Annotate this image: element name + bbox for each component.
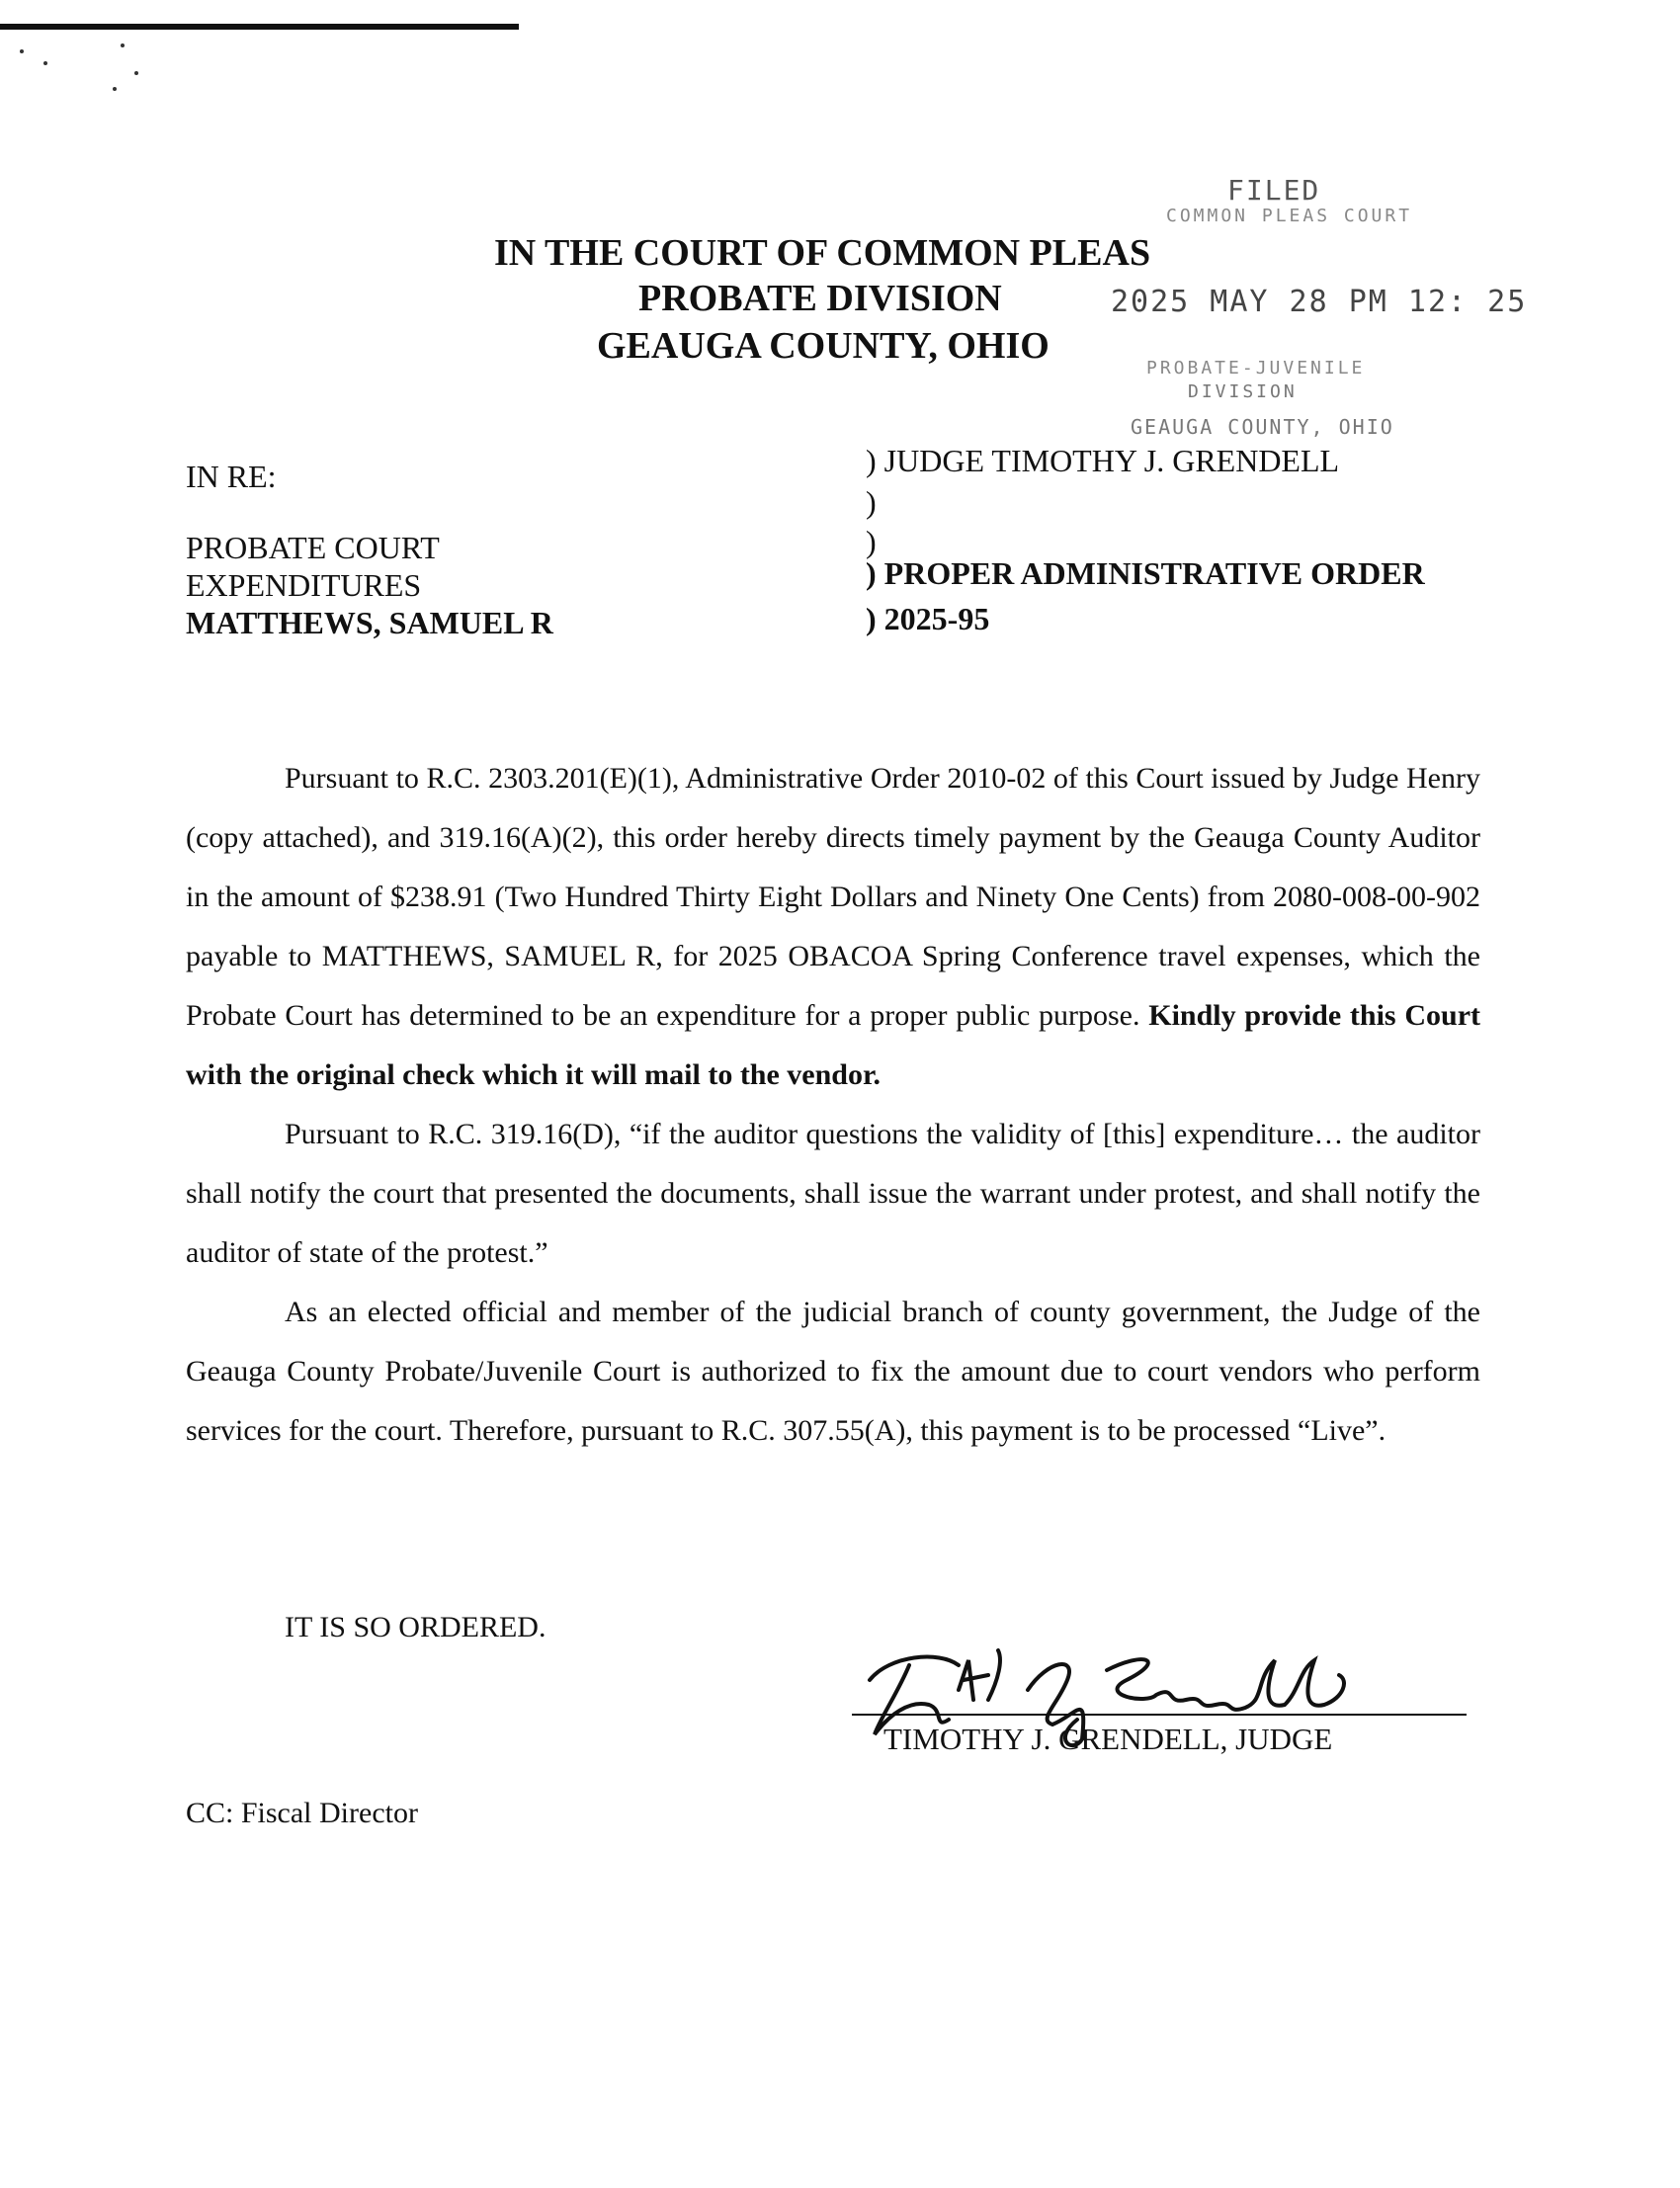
paragraph-2: Pursuant to R.C. 319.16(D), “if the auditor questions the validity of [this] expenditure… the auditor shall notify the court that presented the documents, shall issue the warrant under protest, and shall notify the auditor of state of the protest.” bbox=[186, 1118, 1480, 1269]
stamp-datetime: 2025 MAY 28 PM 12: 25 bbox=[1111, 285, 1528, 319]
scan-speck bbox=[20, 49, 24, 53]
cc-line: CC: Fiscal Director bbox=[186, 1797, 418, 1829]
paragraph-1 bbox=[186, 749, 1480, 1105]
party-line-2: EXPENDITURES bbox=[186, 567, 422, 603]
paragraph-1-bold: Kindly provide this Court with the original check which it will mail to the vendor. bbox=[186, 999, 1480, 1091]
scan-top-bar bbox=[0, 24, 519, 30]
stamp-filed: FILED bbox=[1227, 174, 1321, 207]
caption-paren: ) bbox=[866, 524, 877, 559]
order-title: ) PROPER ADMINISTRATIVE ORDER bbox=[866, 555, 1425, 591]
scan-speck bbox=[113, 87, 117, 91]
stamp-county: GEAUGA COUNTY, OHIO bbox=[1131, 415, 1394, 439]
order-number: ) 2025-95 bbox=[866, 601, 990, 636]
court-division: PROBATE DIVISION bbox=[638, 278, 1002, 319]
paragraph-3: As an elected official and member of the judicial branch of county government, the Judge of the Geauga County Probate/Juvenile Court is authorized to fix the amount due to court vendors who perform services for the court. Therefore, pursuant to R.C. 307.55(A), this payment is to be processed “Live”. bbox=[186, 1296, 1480, 1447]
signature-line bbox=[852, 1714, 1467, 1716]
scan-speck bbox=[134, 71, 138, 75]
party-line-1: PROBATE COURT bbox=[186, 530, 440, 565]
so-ordered: IT IS SO ORDERED. bbox=[285, 1611, 546, 1643]
party-name: MATTHEWS, SAMUEL R bbox=[186, 605, 553, 640]
in-re-label: IN RE: bbox=[186, 459, 277, 494]
caption-paren: ) bbox=[866, 484, 877, 520]
court-name: IN THE COURT OF COMMON PLEAS bbox=[494, 232, 1151, 274]
order-body bbox=[186, 749, 1480, 1461]
signer-name: TIMOTHY J. GRENDELL, JUDGE bbox=[883, 1722, 1333, 1756]
scan-speck bbox=[121, 43, 125, 47]
scan-speck bbox=[43, 61, 47, 65]
court-county: GEAUGA COUNTY, OHIO bbox=[597, 325, 1050, 367]
stamp-court: COMMON PLEAS COURT bbox=[1166, 206, 1413, 226]
paragraph-1-text: Pursuant to R.C. 2303.201(E)(1), Administrative Order 2010-02 of this Court issued by Judge Henry (copy attached), and 319.16(A)(2), this order hereby directs timely payment by the Geauga County Auditor in the amount of $238.91 (Two Hundred Thirty Eight Dollars and Ninety One Cents) from 2080-008-00-902 payable to MATTHEWS, SAMUEL R, for 2025 OBACOA Spring Conference travel expenses, which the Probate Court has determined to be an expenditure for a proper public purpose. bbox=[186, 762, 1480, 1032]
stamp-division: PROBATE-JUVENILE bbox=[1146, 358, 1366, 379]
judge-line: ) JUDGE TIMOTHY J. GRENDELL bbox=[866, 443, 1340, 478]
stamp-division-2: DIVISION bbox=[1188, 381, 1298, 402]
